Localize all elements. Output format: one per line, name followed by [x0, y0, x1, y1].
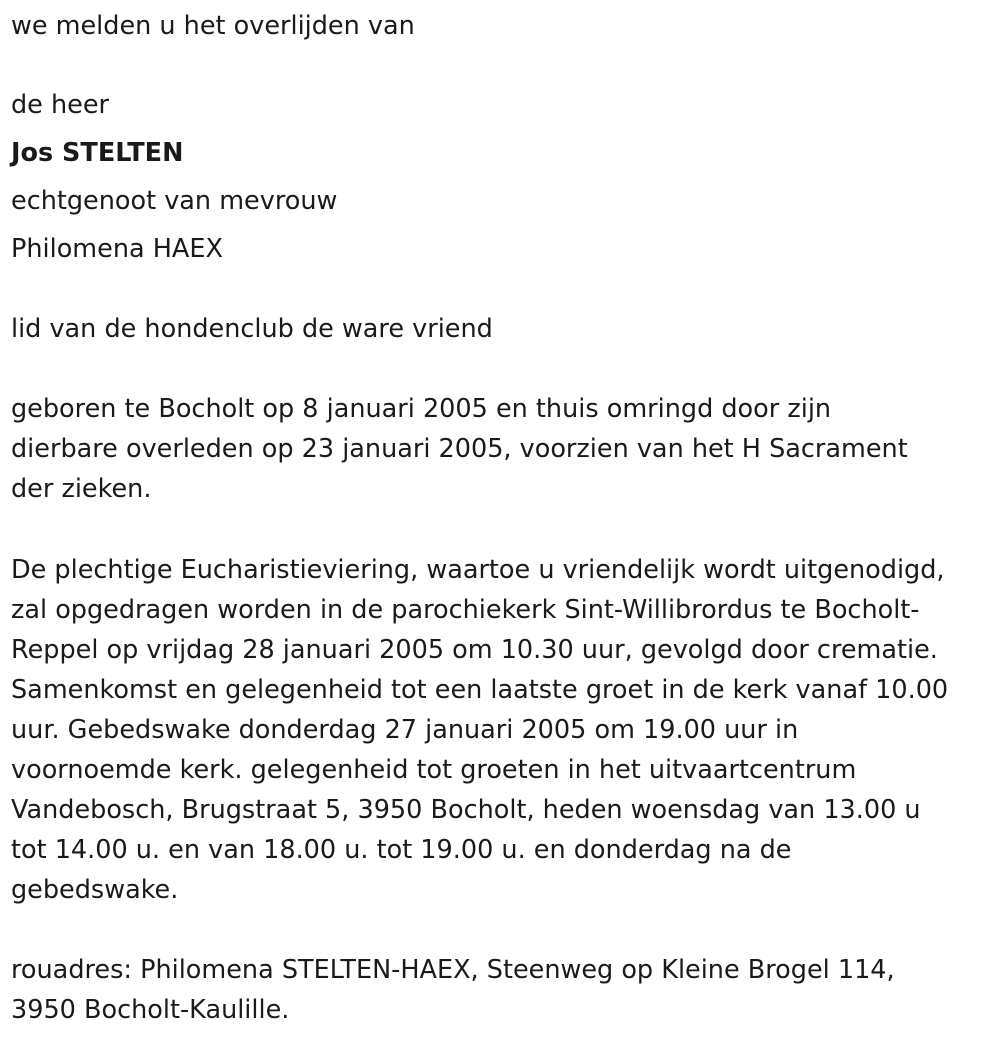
- birth-death-line: der zieken.: [11, 474, 152, 504]
- address-line: rouadres: Philomena STELTEN-HAEX, Steenweg op Kleine Brogel 114,: [11, 955, 895, 985]
- spouse-name: Philomena HAEX: [11, 234, 223, 264]
- title-prefix: de heer: [11, 90, 110, 120]
- ceremony-line: Reppel op vrijdag 28 januari 2005 om 10.30 uur, gevolgd door crematie.: [11, 635, 938, 665]
- membership-text: lid van de hondenclub de ware vriend: [11, 314, 493, 344]
- spouse-label: echtgenoot van mevrouw: [11, 186, 338, 216]
- ceremony-line: voornoemde kerk. gelegenheid tot groeten in het uitvaartcentrum: [11, 755, 857, 785]
- ceremony-line: zal opgedragen worden in de parochiekerk Sint-Willibrordus te Bocholt-: [11, 595, 920, 625]
- ceremony-line: Samenkomst en gelegenheid tot een laatste groet in de kerk vanaf 10.00: [11, 675, 949, 705]
- birth-death-line: dierbare overleden op 23 januari 2005, voorzien van het H Sacrament: [11, 434, 908, 464]
- ceremony-line: tot 14.00 u. en van 18.00 u. tot 19.00 u. en donderdag na de: [11, 835, 792, 865]
- intro-text: we melden u het overlijden van: [11, 11, 415, 41]
- ceremony-line: uur. Gebedswake donderdag 27 januari 2005 om 19.00 uur in: [11, 715, 799, 745]
- ceremony-line: Vandebosch, Brugstraat 5, 3950 Bocholt, heden woensdag van 13.00 u: [11, 795, 921, 825]
- ceremony-line: gebedswake.: [11, 875, 179, 905]
- address-line: 3950 Bocholt-Kaulille.: [11, 995, 290, 1025]
- ceremony-line: De plechtige Eucharistieviering, waartoe u vriendelijk wordt uitgenodigd,: [11, 555, 945, 585]
- deceased-name: Jos STELTEN: [11, 138, 184, 168]
- birth-death-line: geboren te Bocholt op 8 januari 2005 en thuis omringd door zijn: [11, 394, 832, 424]
